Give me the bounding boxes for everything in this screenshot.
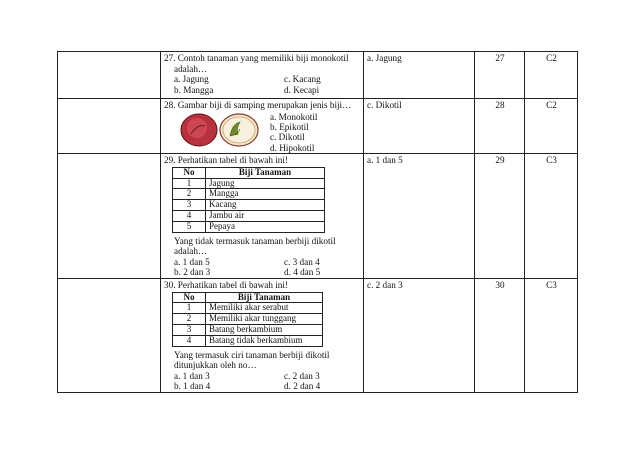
question-text: 27. Contoh tanaman yang memiliki biji monokotil bbox=[164, 53, 349, 63]
option-d: d. Hipokotil bbox=[270, 142, 315, 153]
table-row bbox=[173, 335, 323, 346]
question-row-28 bbox=[58, 99, 578, 154]
row-no: 3 bbox=[173, 324, 206, 335]
cognitive-level: C3 bbox=[525, 278, 578, 392]
question-number: 28 bbox=[475, 99, 525, 154]
option-b: b. Epikotil bbox=[270, 122, 309, 132]
row-no: 1 bbox=[173, 303, 206, 314]
answer-options bbox=[164, 257, 361, 278]
row-value: Jambu air bbox=[206, 211, 325, 222]
option-b: b. Mangga bbox=[174, 84, 214, 95]
option-c: c. 3 dan 4 bbox=[284, 256, 320, 267]
question-text-cont: adalah… bbox=[174, 63, 208, 74]
row-no: 2 bbox=[173, 314, 206, 325]
answer-key: c. 2 dan 3 bbox=[364, 278, 475, 392]
blank-cell bbox=[58, 99, 161, 154]
option-a: a. Jagung bbox=[174, 74, 209, 85]
row-no: 2 bbox=[173, 189, 206, 200]
table-row bbox=[173, 211, 325, 222]
row-value: Mangga bbox=[206, 189, 325, 200]
row-value: Jagung bbox=[206, 178, 325, 189]
question-text: 30. Perhatikan tabel di bawah ini! bbox=[164, 279, 288, 290]
blank-cell bbox=[58, 278, 161, 392]
table-row bbox=[173, 314, 323, 325]
row-value: Memiliki akar serabut bbox=[206, 303, 323, 314]
question-number: 30 bbox=[475, 278, 525, 392]
table-row bbox=[173, 200, 325, 211]
table-header-no: No bbox=[173, 167, 206, 178]
question-text: 28. Gambar biji di samping merupakan jenis biji… bbox=[164, 100, 352, 110]
answer-options bbox=[164, 74, 361, 95]
option-a: a. 1 dan 5 bbox=[174, 256, 210, 267]
seed-illustration bbox=[174, 112, 264, 148]
question-number: 29 bbox=[475, 154, 525, 279]
question-row-29 bbox=[58, 154, 578, 279]
option-d: d. 2 dan 4 bbox=[284, 381, 321, 392]
answer-options bbox=[164, 371, 361, 392]
question-cell bbox=[161, 278, 364, 392]
seed-plant-table bbox=[172, 167, 325, 233]
question-row-30 bbox=[58, 278, 578, 392]
question-prompt-cont: ditunjukkan oleh no… bbox=[174, 360, 257, 371]
option-c: c. Kacang bbox=[284, 74, 321, 85]
question-row-27 bbox=[58, 52, 578, 99]
blank-cell bbox=[58, 52, 161, 99]
option-b: b. 2 dan 3 bbox=[174, 267, 211, 278]
option-a: a. 1 dan 3 bbox=[174, 370, 210, 381]
row-value: Kacang bbox=[206, 200, 325, 211]
question-cell bbox=[161, 154, 364, 279]
question-prompt: Yang tidak termasuk tanaman berbiji dikotil bbox=[174, 235, 336, 246]
option-c: c. 2 dan 3 bbox=[284, 370, 320, 381]
table-row bbox=[173, 178, 325, 189]
cognitive-level: C2 bbox=[525, 52, 578, 99]
table-row bbox=[173, 324, 323, 335]
row-value: Pepaya bbox=[206, 221, 325, 232]
question-prompt-cont: adalah… bbox=[174, 246, 208, 257]
question-cell bbox=[161, 52, 364, 99]
row-no: 1 bbox=[173, 178, 206, 189]
answer-key: c. Dikotil bbox=[364, 99, 475, 154]
table-row bbox=[173, 303, 323, 314]
table-header-plant: Biji Tanaman bbox=[206, 292, 323, 303]
row-no: 4 bbox=[173, 211, 206, 222]
table-header-plant: Biji Tanaman bbox=[206, 167, 325, 178]
cognitive-level: C2 bbox=[525, 99, 578, 154]
answer-key: a. 1 dan 5 bbox=[364, 154, 475, 279]
option-d: d. Kecapi bbox=[284, 84, 320, 95]
answer-options bbox=[270, 112, 317, 154]
cognitive-level: C3 bbox=[525, 154, 578, 279]
answer-key: a. Jagung bbox=[364, 52, 475, 99]
question-cell bbox=[161, 99, 364, 154]
dicot-trait-table bbox=[172, 292, 323, 347]
row-value: Memiliki akar tunggang bbox=[206, 314, 323, 325]
option-c: c. Dikotil bbox=[270, 132, 305, 143]
row-no: 5 bbox=[173, 221, 206, 232]
table-row bbox=[173, 189, 325, 200]
option-b: b. 1 dan 4 bbox=[174, 381, 211, 392]
question-prompt: Yang termasuk ciri tanaman berbiji dikotil bbox=[174, 349, 330, 360]
blank-cell bbox=[58, 154, 161, 279]
question-text: 29. Perhatikan tabel di bawah ini! bbox=[164, 155, 288, 166]
table-row bbox=[173, 221, 325, 232]
option-d: d. 4 dan 5 bbox=[284, 267, 321, 278]
row-value: Batang berkambium bbox=[206, 324, 323, 335]
option-a: a. Monokotil bbox=[270, 111, 318, 122]
row-value: Batang tidak berkambium bbox=[206, 335, 323, 346]
row-no: 4 bbox=[173, 335, 206, 346]
table-header-no: No bbox=[173, 292, 206, 303]
question-number: 27 bbox=[475, 52, 525, 99]
row-no: 3 bbox=[173, 200, 206, 211]
question-table bbox=[57, 51, 578, 393]
